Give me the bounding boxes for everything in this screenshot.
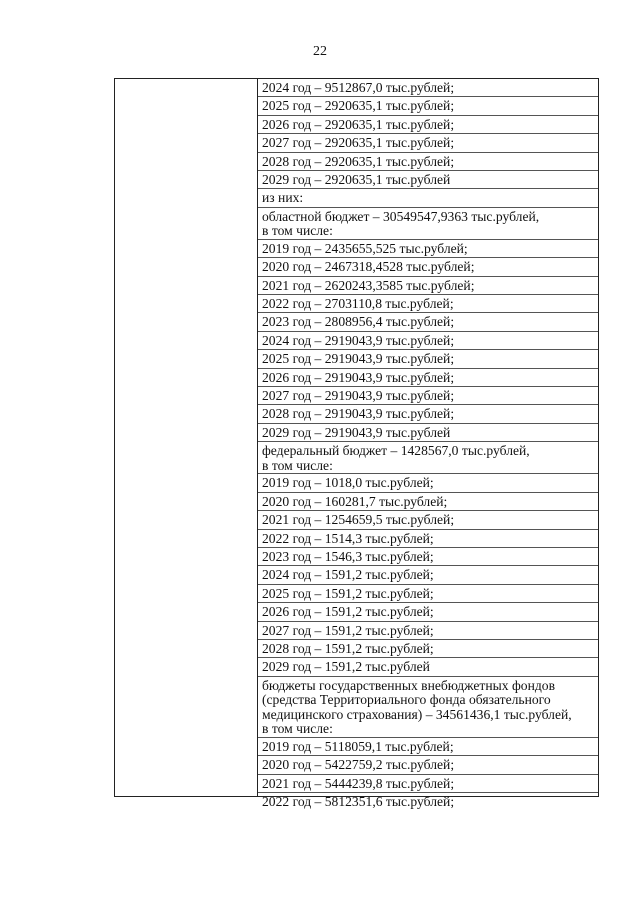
table-row <box>258 640 598 658</box>
row-text: 2026 год – 2920635,1 тыс.рублей; <box>262 116 455 132</box>
row-text: 2020 год – 5422759,2 тыс.рублей; <box>262 757 455 773</box>
table-row <box>258 240 598 258</box>
table-row <box>258 474 598 492</box>
table-row <box>258 530 598 548</box>
row-text: областной бюджет – 30549547,9363 тыс.рублей, <box>262 208 540 224</box>
table-row <box>258 405 598 423</box>
table-row <box>258 313 598 331</box>
row-text: 2026 год – 1591,2 тыс.рублей; <box>262 604 434 620</box>
table-row <box>258 493 598 511</box>
table-row <box>258 153 598 171</box>
table-row <box>258 442 598 474</box>
table-row <box>258 295 598 313</box>
row-text: 2024 год – 9512867,0 тыс.рублей; <box>262 80 455 95</box>
table-row <box>258 677 598 738</box>
table-row <box>258 793 598 811</box>
row-text: 2024 год – 1591,2 тыс.рублей; <box>262 567 434 583</box>
row-text: в том числе: <box>262 223 333 239</box>
row-text: 2020 год – 160281,7 тыс.рублей; <box>262 493 448 509</box>
row-text: 2025 год – 2920635,1 тыс.рублей; <box>262 98 455 114</box>
page-number: 22 <box>313 44 327 59</box>
row-text: 2024 год – 2919043,9 тыс.рублей; <box>262 332 455 348</box>
row-text: в том числе: <box>262 457 333 473</box>
row-text: 2021 год – 5444239,8 тыс.рублей; <box>262 775 455 791</box>
row-text: 2023 год – 1546,3 тыс.рублей; <box>262 548 434 564</box>
table-row <box>258 116 598 134</box>
table-row <box>258 585 598 603</box>
table-row <box>258 756 598 774</box>
row-text: 2028 год – 2919043,9 тыс.рублей; <box>262 406 455 422</box>
table-row <box>258 738 598 756</box>
row-text: 2022 год – 5812351,6 тыс.рублей; <box>262 794 455 810</box>
table-row <box>258 548 598 566</box>
table-row <box>258 775 598 793</box>
row-text: 2027 год – 2919043,9 тыс.рублей; <box>262 388 455 404</box>
table-row <box>258 332 598 350</box>
table-row <box>258 171 598 189</box>
row-text: в том числе: <box>262 721 333 737</box>
table-row <box>258 97 598 115</box>
table-row <box>258 134 598 152</box>
table-row <box>258 658 598 676</box>
row-text: 2022 год – 1514,3 тыс.рублей; <box>262 530 434 546</box>
row-text: 2020 год – 2467318,4528 тыс.рублей; <box>262 259 475 275</box>
table-row <box>258 369 598 387</box>
row-text: 2028 год – 1591,2 тыс.рублей; <box>262 640 434 656</box>
row-text: бюджеты государственных внебюджетных фондов <box>262 677 555 693</box>
row-text: 2026 год – 2919043,9 тыс.рублей; <box>262 369 455 385</box>
table-row <box>258 79 598 97</box>
row-text: 2027 год – 2920635,1 тыс.рублей; <box>262 135 455 151</box>
table-row <box>258 277 598 295</box>
row-text: 2023 год – 2808956,4 тыс.рублей; <box>262 314 455 330</box>
row-text: 2019 год – 1018,0 тыс.рублей; <box>262 475 434 491</box>
row-text: 2029 год – 2920635,1 тыс.рублей <box>262 171 451 187</box>
table-row <box>258 189 598 207</box>
row-text: 2021 год – 1254659,5 тыс.рублей; <box>262 512 455 528</box>
table-row <box>258 387 598 405</box>
funding-list <box>258 79 598 812</box>
row-text: федеральный бюджет – 1428567,0 тыс.рублей, <box>262 443 530 459</box>
table-row <box>258 258 598 276</box>
row-text: 2019 год – 5118059,1 тыс.рублей; <box>262 739 454 755</box>
row-text: 2025 год – 1591,2 тыс.рублей; <box>262 585 434 601</box>
row-text: медицинского страхования) – 34561436,1 тыс.рублей, <box>262 706 572 722</box>
row-text: 2029 год – 2919043,9 тыс.рублей <box>262 424 451 440</box>
table-row <box>258 350 598 368</box>
table-row <box>258 208 598 240</box>
row-text: 2027 год – 1591,2 тыс.рублей; <box>262 622 434 638</box>
funding-table <box>114 78 599 810</box>
row-text: из них: <box>262 190 304 206</box>
row-text: (средства Территориального фонда обязательного <box>262 692 551 708</box>
row-text: 2022 год – 2703110,8 тыс.рублей; <box>262 296 454 312</box>
row-text: 2021 год – 2620243,3585 тыс.рублей; <box>262 277 475 293</box>
table-row <box>258 566 598 584</box>
table-row <box>258 603 598 621</box>
row-text: 2019 год – 2435655,525 тыс.рублей; <box>262 240 468 256</box>
table-row <box>258 424 598 442</box>
row-text: 2028 год – 2920635,1 тыс.рублей; <box>262 153 455 169</box>
table-row <box>258 511 598 529</box>
row-text: 2029 год – 1591,2 тыс.рублей <box>262 659 430 675</box>
table-row <box>258 622 598 640</box>
row-text: 2025 год – 2919043,9 тыс.рублей; <box>262 351 455 367</box>
